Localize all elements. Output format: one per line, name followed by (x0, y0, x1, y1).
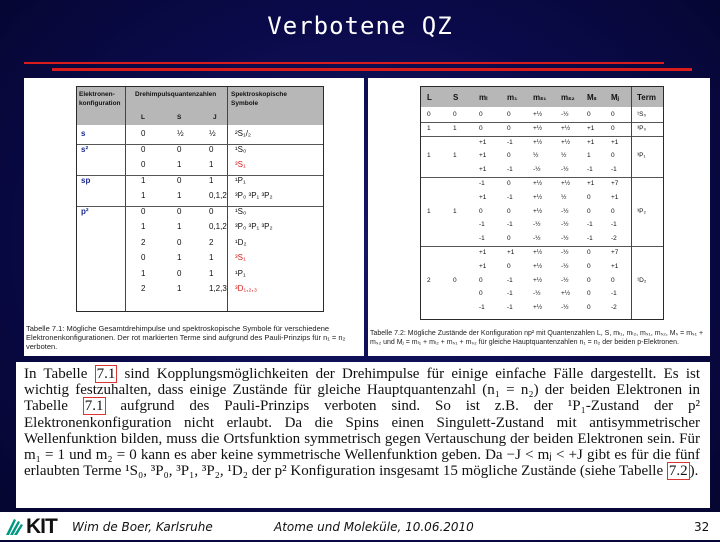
table2-cell: -1 (611, 290, 617, 298)
table2-cell: +½ (533, 262, 543, 270)
table2-cell: -½ (533, 290, 541, 298)
table1-header-S: S (177, 114, 182, 121)
table2-cell: 0 (587, 304, 591, 312)
table1-row-separator (77, 144, 323, 145)
table1-header-L: L (141, 114, 145, 121)
table2-cell: -½ (533, 166, 541, 174)
table2-cell: -1 (587, 235, 593, 243)
table2-cell: 0 (507, 180, 511, 187)
table2-cell: +1 (611, 262, 619, 270)
table2-cell: +1 (479, 193, 487, 201)
table2-header-cell: Term (637, 93, 656, 102)
explanation-paragraph (24, 366, 700, 500)
table1-cell-J: 1 (209, 175, 214, 185)
table2-cell: -2 (611, 304, 617, 312)
table2-cell: -1 (587, 166, 593, 174)
table1-cell-J: 0,1,2 (209, 191, 227, 200)
table2-cell: 0 (587, 193, 591, 201)
table1-cell-config: sp (81, 175, 91, 185)
table2-cell: +1 (611, 138, 619, 146)
table2-cell: 0 (507, 152, 511, 160)
table1-cell-L: 0 (141, 206, 146, 216)
table1-header-J: J (213, 114, 217, 121)
table2-cell: -1 (479, 235, 485, 243)
table2-cell: +1 (479, 249, 487, 256)
table2-cell: 0 (587, 207, 591, 215)
table1-cell-L: 0 (141, 129, 146, 138)
kit-logo (4, 515, 66, 537)
table2-cell: 1 (427, 207, 431, 215)
table2-cell: 0 (479, 111, 483, 118)
table1-cell-L: 1 (141, 222, 146, 231)
table2-cell: 0 (479, 124, 483, 132)
table2-header-row (421, 87, 663, 107)
table2-cell: 0 (507, 111, 511, 118)
table2-cell: 1 (427, 152, 431, 160)
table2-cell: +1 (611, 193, 619, 201)
table2-cell: +½ (561, 138, 571, 146)
table1-cell-L: 0 (141, 144, 146, 154)
footer-bar (0, 512, 720, 540)
table1-cell-S: ½ (177, 129, 184, 138)
table1-cell-S: 0 (177, 237, 182, 247)
table2-cell: +½ (533, 180, 543, 187)
table2-cell: -½ (561, 207, 569, 215)
paragraph-text: aufgrund des Pauli-Prinzips verboten sind. So ist z.B. der ¹P₁-Zustand der p² Elektronenkonfiguration nicht erlaubt. Da die Spins einen Singulett-Zustand mit antisymmetrischer Wellenfunktion bilden, muss die Ortsfunktion symmetrisch gegen Vertauschung der beiden Elektronen sein. Für m₁ = 1 und m₂ = 0 kann es aber keine symmetrische Wellenfunktion geben. Da −J < mⱼ < +J gibt es für die fünf erlaubten Terme ¹S₀, ³P₀, ³P₁, ³P₂, ¹D₂ der p² Konfiguration insgesamt 15 mögliche Zustände (siehe Tabelle (24, 398, 700, 480)
table2-cell: 1 (453, 124, 457, 132)
table2-header-cell: Mⱼ (611, 93, 620, 102)
table2-cell: 1 (587, 152, 591, 160)
table2-cell: 0 (427, 111, 431, 118)
table1-cell-sym: ¹S₀ (235, 144, 247, 154)
table2-cell: -1 (479, 304, 485, 312)
paragraph-text: In Tabelle (24, 366, 95, 382)
table1-cell-config: s² (81, 144, 89, 154)
table2-header-cell: mₛ₁ (533, 93, 547, 102)
table1-cell-J: 1 (209, 268, 214, 278)
table1-cell-sym: ³P₀ ³P₁ ³P₂ (235, 191, 273, 200)
table2-cell: 0 (587, 276, 591, 284)
table2-header-cell: mₗ (479, 93, 488, 102)
table2-cell: 0 (587, 262, 591, 270)
table1-cell-J: 0 (209, 144, 214, 154)
table2-cell: -1 (479, 221, 485, 229)
table1-cell-sym: ³S₁ (235, 253, 246, 262)
table1-cell-L: 2 (141, 237, 146, 247)
table2-row-separator (421, 136, 663, 137)
table2-cell: -2 (611, 235, 617, 243)
table1-cell-config: p² (81, 206, 89, 216)
table1-cell-sym: ³D₁,₂,₃ (235, 284, 257, 293)
table2-cell: -½ (533, 235, 541, 243)
table2-cell: 1 (453, 152, 457, 160)
table1-cell-J: 1 (209, 160, 214, 169)
table2-cell: ³P₀ (637, 124, 647, 132)
table2-cell: -½ (561, 235, 569, 243)
table1-cell-S: 1 (177, 191, 182, 200)
table2-cell: -½ (561, 262, 569, 270)
table1-body (77, 127, 323, 311)
table1-cell-S: 0 (177, 206, 182, 216)
table2-cell: 0 (507, 235, 511, 243)
table2-cell: -½ (561, 111, 569, 118)
table2-cell: +1 (587, 180, 595, 187)
table2-cell: 0 (587, 290, 591, 298)
table2-cell: 0 (479, 207, 483, 215)
footer-course: Atome und Moleküle, 10.06.2010 (274, 520, 474, 534)
kit-logo-text: KIT (26, 515, 57, 538)
table1-cell-L: 0 (141, 253, 146, 262)
table2-cell: +½ (533, 111, 543, 118)
table2-cell: -1 (507, 276, 513, 284)
table1-cell-J: 1,2,3 (209, 284, 227, 293)
table2-cell: -1 (507, 304, 513, 312)
table2-cell: +½ (561, 180, 571, 187)
table1-header-config: Elektronen-konfiguration (79, 91, 121, 107)
table1-cell-sym: ¹S₀ (235, 206, 247, 216)
table2-cell: ³P₂ (637, 207, 647, 215)
footer-author: Wim de Boer, Karlsruhe (72, 520, 213, 534)
table2-cell: +1 (479, 262, 487, 270)
table2-cell: -1 (507, 290, 513, 298)
table1-cell-S: 1 (177, 253, 182, 262)
table2-cell: 0 (611, 152, 615, 160)
table1-cell-sym: ¹P₁ (235, 268, 246, 278)
table2-cell: 0 (611, 207, 615, 215)
table2-cell: +½ (533, 249, 543, 256)
table2-cell: +½ (533, 304, 543, 312)
table2-cell: +1 (479, 166, 487, 174)
table1-cell-J: 2 (209, 237, 214, 247)
table1-cell-S: 0 (177, 268, 182, 278)
table2-cell: 1 (427, 124, 431, 132)
table2-cell: +½ (561, 124, 571, 132)
table2-cell: -½ (561, 249, 569, 256)
table2-caption: Tabelle 7.2: Mögliche Zustände der Konfiguration np² mit Quantenzahlen L, S, mₗ₁, mₗ₂, mₛ₁, mₛ₂, Mₛ = mₛ₁ + mₛ₂ und Mⱼ = mₗ₁ + mₗ₂ + mₛ₁ + mₛ₂ für gleiche Hauptquantenzahlen n₁ = n₂ der beiden p-Elektronen. (370, 330, 704, 346)
table2-header-cell: m₁ (507, 93, 518, 102)
table2-body (421, 109, 663, 319)
title-rule-bottom (52, 68, 692, 71)
table2-cell: 1 (453, 207, 457, 215)
table2-cell: ½ (533, 152, 539, 160)
table1-cell-L: 2 (141, 284, 146, 293)
table1-cell-S: 0 (177, 144, 182, 154)
table2-cell: -1 (507, 221, 513, 229)
table2-panel (368, 78, 710, 356)
table2-cell: -1 (611, 221, 617, 229)
table1-cell-L: 1 (141, 268, 146, 278)
table2-cell: -1 (587, 221, 593, 229)
table1-cell-sym: ¹D₂ (235, 237, 247, 247)
table2-cell: 0 (611, 276, 615, 284)
paragraph-text: ). (689, 463, 699, 480)
table2-cell: -1 (611, 166, 617, 174)
table1-cell-J: 1 (209, 253, 214, 262)
table2-cell: +½ (533, 207, 543, 215)
table1-cell-J: 0,1,2 (209, 222, 227, 231)
paragraph-text: sind Kopplungsmöglichkeiten der Drehimpulse für einige einfache Fälle dargestellt. Es ist wichtig festzuhalten, dass einige Zustände für gleiche Hauptquantenzahl (n₁ = n₂) der beiden Elektronen in Tabelle (24, 366, 700, 415)
table1-row-separator (77, 206, 323, 207)
table1-cell-S: 1 (177, 222, 182, 231)
table-reference-link[interactable]: 7.2 (668, 463, 688, 480)
table2-header-cell: Mₛ (587, 93, 597, 102)
table1-cell-config: s (81, 129, 86, 138)
table2-cell: ½ (561, 193, 567, 201)
table2-cell: +½ (533, 124, 543, 132)
table2-cell: +7 (611, 180, 619, 187)
slide-title: Verbotene QZ (267, 12, 453, 40)
table2-row-separator (421, 177, 663, 178)
table1-cell-S: 0 (177, 175, 182, 185)
table2-cell: -1 (507, 138, 513, 146)
table2-frame (420, 86, 664, 320)
table2-cell: 0 (611, 111, 615, 118)
table2-cell: +1 (507, 249, 515, 256)
table1-cell-L: 1 (141, 191, 146, 200)
table1-cell-S: 1 (177, 284, 182, 293)
table2-cell: 0 (587, 111, 591, 118)
table2-cell: +1 (479, 138, 487, 146)
table2-cell: +7 (611, 249, 619, 256)
table2-row-separator (421, 246, 663, 247)
table2-cell: -1 (507, 193, 513, 201)
table2-divider (631, 87, 632, 319)
table2-cell: -½ (561, 276, 569, 284)
table2-cell: -½ (533, 221, 541, 229)
table2-cell: -½ (561, 304, 569, 312)
table2-header-cell: mₛ₂ (561, 93, 575, 102)
table1-cell-J: ½ (209, 129, 216, 138)
table2-cell: -1 (507, 166, 513, 174)
table2-cell: 0 (507, 262, 511, 270)
table2-row-separator (421, 122, 663, 123)
table1-header-quantum: Drehimpulsquantenzahlen (135, 91, 217, 98)
table2-cell: ¹D₂ (637, 276, 647, 284)
table2-cell: +½ (533, 193, 543, 201)
table2-header-cell: S (453, 93, 459, 102)
table2-cell: 0 (587, 249, 591, 256)
page-number: 32 (694, 520, 710, 534)
table-reference-link[interactable]: 7.1 (96, 366, 116, 382)
table1-cell-L: 0 (141, 160, 146, 169)
table1-cell-sym: ³S₁ (235, 160, 246, 169)
table2-cell: 0 (453, 111, 457, 118)
table2-cell: +½ (533, 276, 543, 284)
table-reference-link[interactable]: 7.1 (84, 398, 104, 415)
table1-cell-sym: ²S₁/₂ (235, 129, 252, 138)
table2-cell: -½ (561, 221, 569, 229)
table2-cell: +1 (587, 124, 595, 132)
table2-cell: 2 (427, 276, 431, 284)
table1-cell-sym: ³P₀ ³P₁ ³P₂ (235, 222, 273, 231)
table2-cell: -½ (561, 166, 569, 174)
table2-header-cell: L (427, 93, 432, 102)
table2-cell: -1 (479, 180, 485, 187)
table2-cell: +1 (479, 152, 487, 160)
table2-cell: +1 (587, 138, 595, 146)
table1-caption: Tabelle 7.1: Mögliche Gesamtdrehimpulse und spektroskopische Symbole für verschiedene Elektronenkonfigurationen. Der rot markierten Terme sind aufgrund des Pauli-Prinzips für n₁ = n₂ verboten. (26, 324, 346, 351)
table2-cell: ½ (561, 152, 567, 160)
table1-cell-sym: ¹P₁ (235, 175, 246, 185)
table2-cell: ¹S₀ (637, 111, 647, 118)
table2-cell: 0 (507, 207, 511, 215)
title-rule-top (24, 62, 664, 64)
table2-cell: 0 (453, 276, 457, 284)
table2-cell: +½ (561, 290, 571, 298)
table2-cell: 0 (479, 290, 483, 298)
table1-cell-S: 1 (177, 160, 182, 169)
table1-panel (24, 78, 364, 356)
table1-row-separator (77, 175, 323, 176)
table2-cell: 0 (507, 124, 511, 132)
table1-cell-J: 0 (209, 206, 214, 216)
table2-cell: 0 (611, 124, 615, 132)
table2-cell: ³P₁ (637, 152, 646, 160)
table1-frame (76, 86, 324, 312)
table1-cell-L: 1 (141, 175, 146, 185)
table2-cell: +½ (533, 138, 543, 146)
table1-header-spectro: Spektroskopische Symbole (231, 91, 287, 107)
table2-cell: 0 (479, 276, 483, 284)
